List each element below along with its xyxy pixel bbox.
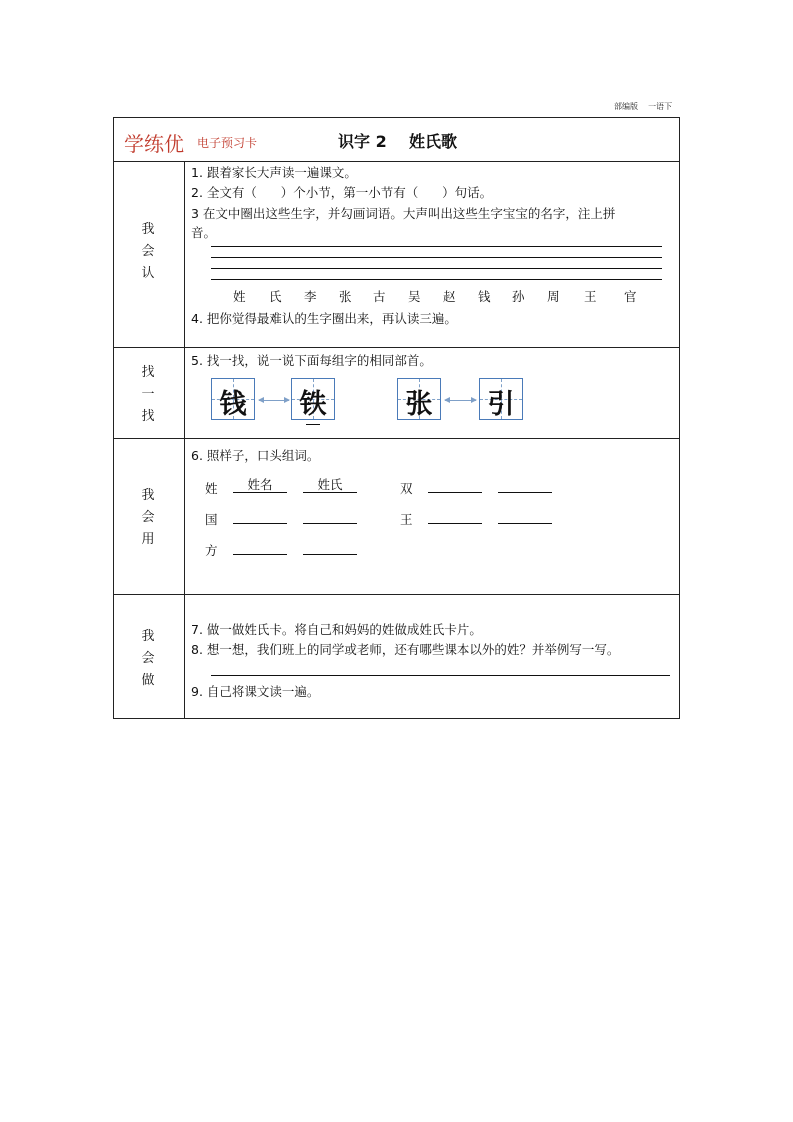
section-label-use — [138, 485, 158, 551]
label-char: 一 — [141, 387, 155, 402]
row-divider — [114, 347, 679, 348]
label-char: 我 — [141, 629, 155, 644]
word-blank[interactable] — [303, 523, 357, 524]
label-char: 做 — [141, 673, 155, 688]
char-box-glyph: 张 — [405, 389, 433, 420]
label-char: 会 — [141, 510, 155, 525]
new-character: 周 — [547, 289, 560, 304]
section-label-find — [138, 362, 158, 428]
new-character: 张 — [339, 289, 352, 304]
label-char: 找 — [141, 365, 155, 380]
brand-logo: 学练优 — [124, 132, 184, 156]
word-blank[interactable] — [233, 554, 287, 555]
task-4: 4. 把你觉得最难认的生字圈出来，再认读三遍。 — [191, 311, 457, 326]
word-blank[interactable] — [498, 523, 552, 524]
pinyin-line[interactable] — [211, 268, 662, 269]
new-character: 官 — [624, 289, 637, 304]
double-arrow-icon — [445, 400, 476, 401]
word-blank[interactable] — [428, 492, 482, 493]
new-character: 李 — [304, 289, 317, 304]
char-box — [211, 378, 255, 420]
task-7: 7. 做一做姓氏卡。将自己和妈妈的姓做成姓氏卡片。 — [191, 622, 482, 637]
task-9: 9. 自己将课文读一遍。 — [191, 684, 320, 699]
pinyin-line[interactable] — [211, 246, 662, 247]
word-blank[interactable] — [303, 492, 357, 493]
new-character: 钱 — [478, 289, 491, 304]
char-box-glyph: 钱 — [219, 389, 247, 420]
char-box — [479, 378, 523, 420]
word-blank[interactable] — [428, 523, 482, 524]
char-box — [291, 378, 335, 420]
answer-line[interactable] — [211, 675, 670, 676]
section-label-recognize — [138, 219, 158, 285]
task-5: 5. 找一找，说一说下面每组字的相同部首。 — [191, 353, 432, 368]
word-answer: 姓氏 — [317, 477, 343, 492]
new-character: 姓 — [233, 289, 246, 304]
new-character: 赵 — [443, 289, 456, 304]
new-character: 孙 — [512, 289, 525, 304]
row-divider — [114, 438, 679, 439]
word-char: 方 — [205, 543, 218, 558]
label-char: 用 — [141, 532, 155, 547]
word-blank[interactable] — [303, 554, 357, 555]
pinyin-line[interactable] — [211, 257, 662, 258]
new-character: 吴 — [408, 289, 421, 304]
underline-mark — [306, 424, 320, 425]
char-box — [397, 378, 441, 420]
new-character: 氏 — [269, 289, 282, 304]
lesson-title: 识字 2 姓氏歌 — [338, 132, 457, 151]
task-6: 6. 照样子，口头组词。 — [191, 448, 320, 463]
word-blank[interactable] — [233, 492, 287, 493]
label-char: 找 — [141, 409, 155, 424]
word-char: 姓 — [205, 481, 218, 496]
label-char: 我 — [141, 222, 155, 237]
pinyin-line[interactable] — [211, 279, 662, 280]
word-char: 双 — [400, 481, 413, 496]
edition-label: 部编版 一语下 — [614, 102, 673, 111]
label-char: 会 — [141, 651, 155, 666]
word-blank[interactable] — [498, 492, 552, 493]
label-char: 认 — [141, 266, 155, 281]
row-divider — [114, 161, 679, 162]
task-1: 1. 跟着家长大声读一遍课文。 — [191, 165, 357, 180]
double-arrow-icon — [259, 400, 289, 401]
section-label-do — [138, 626, 158, 692]
word-char: 王 — [400, 512, 413, 527]
new-character: 王 — [584, 289, 597, 304]
char-box-glyph: 引 — [487, 389, 515, 420]
task-3-cont: 音。 — [191, 225, 217, 240]
task-8: 8. 想一想，我们班上的同学或老师，还有哪些课本以外的姓？并举例写一写。 — [191, 642, 620, 657]
row-divider — [114, 594, 679, 595]
char-box-glyph: 铁 — [299, 389, 327, 420]
word-char: 国 — [205, 512, 218, 527]
task-3: 3 在文中圈出这些生字，并勾画词语。大声叫出这些生字宝宝的名字，注上拼 — [191, 206, 616, 221]
label-char: 会 — [141, 244, 155, 259]
new-character: 古 — [373, 289, 386, 304]
word-blank[interactable] — [233, 523, 287, 524]
column-divider — [184, 161, 185, 718]
word-answer: 姓名 — [247, 477, 273, 492]
label-char: 我 — [141, 488, 155, 503]
brand-subtitle: 电子预习卡 — [197, 136, 258, 150]
task-2: 2. 全文有（ ）个小节，第一小节有（ ）句话。 — [191, 185, 493, 200]
